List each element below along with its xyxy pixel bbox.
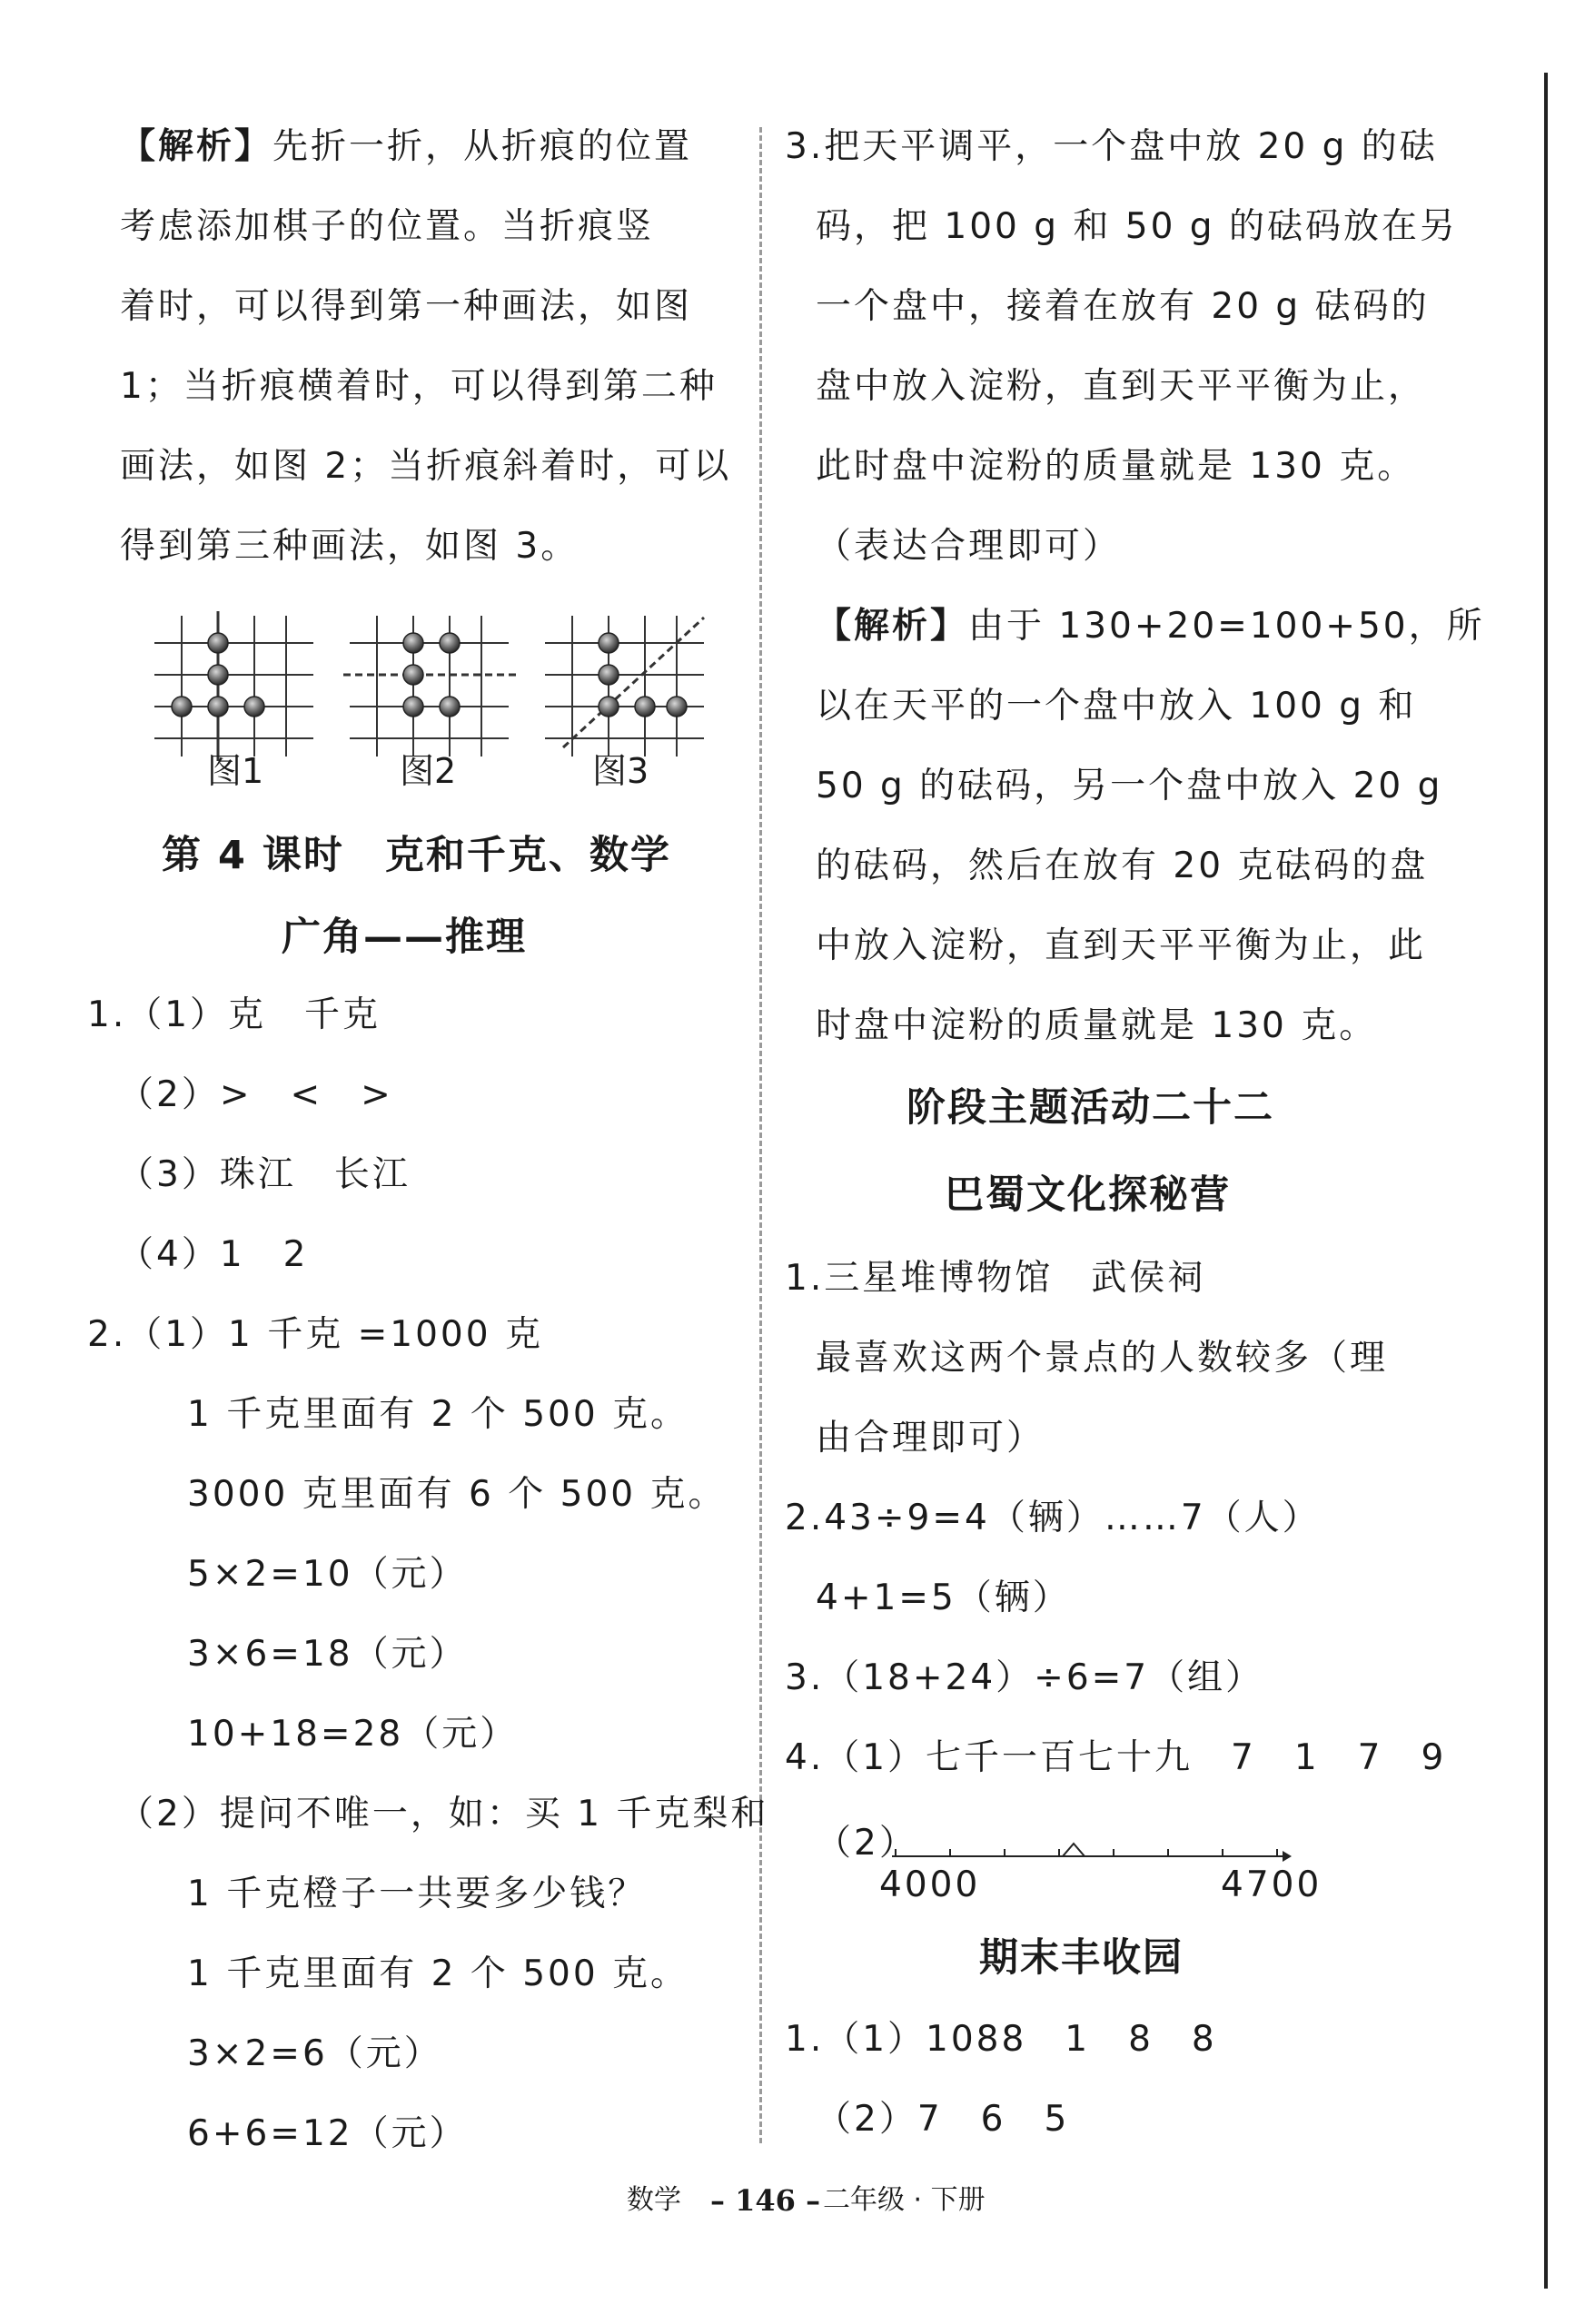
page-footer [0, 2175, 1585, 2226]
answer-line-4: （4）1 2 [118, 1234, 309, 1275]
figure-2-grid [343, 616, 518, 757]
answer-line-3: （3）珠江 长江 [118, 1154, 411, 1195]
analysis-line-4: 1；当折痕横着时，可以得到第二种 [120, 366, 718, 407]
figure-1-grid [154, 611, 313, 761]
final-answer-1: 1.（1）1088 1 8 8 [785, 2019, 1217, 2060]
figure-3-caption: 图3 [592, 751, 649, 791]
right-analysis-tag: 【解析】 [816, 606, 969, 647]
chess-figures [145, 607, 727, 761]
figure-2-caption: 图2 [400, 751, 457, 791]
triangle-marker [1063, 1844, 1085, 1856]
stage-answer-6: 3.（18+24）÷6=7（组） [785, 1657, 1264, 1698]
answer-line-6: 1 千克里面有 2 个 500 克。 [187, 1394, 689, 1435]
final-answer-2: （2）7 6 5 [816, 2099, 1070, 2140]
answer-line-11: （2）提问不唯一，如：买 1 千克梨和 [118, 1794, 769, 1834]
analysis-tag: 【解析】 [120, 126, 273, 167]
q3-line-2: 码，把 100 g 和 50 g 的砝码放在另 [816, 206, 1458, 247]
answer-line-9: 3×6=18（元） [187, 1634, 468, 1675]
answer-line-14: 3×2=6（元） [187, 2033, 442, 2074]
stage-answer-2: 最喜欢这两个景点的人数较多（理 [816, 1338, 1389, 1379]
analysis-line-5: 画法，如图 2；当折痕斜着时，可以 [120, 446, 732, 487]
answer-line-5: 2.（1）1 千克 =1000 克 [87, 1314, 543, 1355]
footer-subject: 数学 [627, 2184, 681, 2216]
footer-page-number: – 146 – [710, 2183, 821, 2218]
q3-line-4: 盘中放入淀粉，直到天平平衡为止， [816, 366, 1427, 407]
numline-prefix: （2） [816, 1823, 917, 1864]
answer-line-8: 5×2=10（元） [187, 1554, 468, 1595]
q3-line-5: 此时盘中淀粉的质量就是 130 克。 [816, 446, 1416, 487]
answer-line-15: 6+6=12（元） [187, 2113, 468, 2154]
q3-line-6: （表达合理即可） [816, 526, 1122, 567]
right-analysis-line-1: 【解析】由于 130+20=100+50，所 [816, 606, 1485, 647]
stage-answer-4: 2.43÷9=4（辆）……7（人） [785, 1498, 1321, 1538]
stage-answer-5: 4+1=5（辆） [816, 1577, 1071, 1618]
stage-answer-7: 4.（1）七千一百七十九 7 1 7 9 [785, 1737, 1447, 1778]
analysis-line-6: 得到第三种画法，如图 3。 [120, 526, 580, 567]
right-analysis-line-5: 中放入淀粉，直到天平平衡为止，此 [816, 925, 1427, 966]
right-analysis-line-4: 的砝码，然后在放有 20 克砝码的盘 [816, 846, 1429, 886]
figure-3-grid [545, 616, 704, 757]
right-analysis-line-6: 时盘中淀粉的质量就是 130 克。 [816, 1005, 1378, 1046]
figure-1-caption: 图1 [207, 751, 264, 791]
answer-line-7: 3000 克里面有 6 个 500 克。 [187, 1474, 727, 1515]
lesson-title-line-2: 广角——推理 [282, 915, 527, 960]
figures-svg [145, 607, 727, 761]
right-analysis-line-3: 50 g 的砝码，另一个盘中放入 20 g [816, 766, 1443, 806]
lesson-title-line-1: 第 4 课时 克和千克、数学 [162, 833, 671, 878]
answer-line-12: 1 千克橙子一共要多少钱？ [187, 1874, 647, 1914]
answer-line-13: 1 千克里面有 2 个 500 克。 [187, 1953, 689, 1994]
numline-end-label: 4700 [1221, 1864, 1322, 1905]
answer-line-10: 10+18=28（元） [187, 1714, 519, 1755]
stage-answer-1: 1.三星堆博物馆 武侯祠 [785, 1258, 1206, 1299]
analysis-line-1: 【解析】先折一折，从折痕的位置 [120, 126, 693, 167]
q3-line-3: 一个盘中，接着在放有 20 g 砝码的 [816, 286, 1430, 327]
column-divider [759, 127, 762, 2143]
q3-line-1: 3.把天平调平，一个盘中放 20 g 的砝 [785, 126, 1438, 167]
final-title: 期末丰收园 [979, 1935, 1184, 1981]
answer-line-1: 1.（1）克 千克 [87, 994, 381, 1035]
right-analysis-line-2: 以在天平的一个盘中放入 100 g 和 [816, 686, 1417, 727]
analysis-line-2: 考虑添加棋子的位置。当折痕竖 [120, 206, 655, 247]
numline-start-label: 4000 [879, 1864, 981, 1905]
stage-answer-3: 由合理即可） [816, 1418, 1045, 1459]
stage-title-line-2: 巴蜀文化探秘营 [945, 1172, 1231, 1218]
analysis-line-3: 着时，可以得到第一种画法，如图 [120, 286, 693, 327]
stage-title-line-1: 阶段主题活动二十二 [906, 1085, 1274, 1131]
page-edge-line [1544, 73, 1548, 2289]
answer-line-2: （2）> < > [118, 1074, 393, 1115]
footer-grade: 二年级 · 下册 [823, 2184, 986, 2216]
